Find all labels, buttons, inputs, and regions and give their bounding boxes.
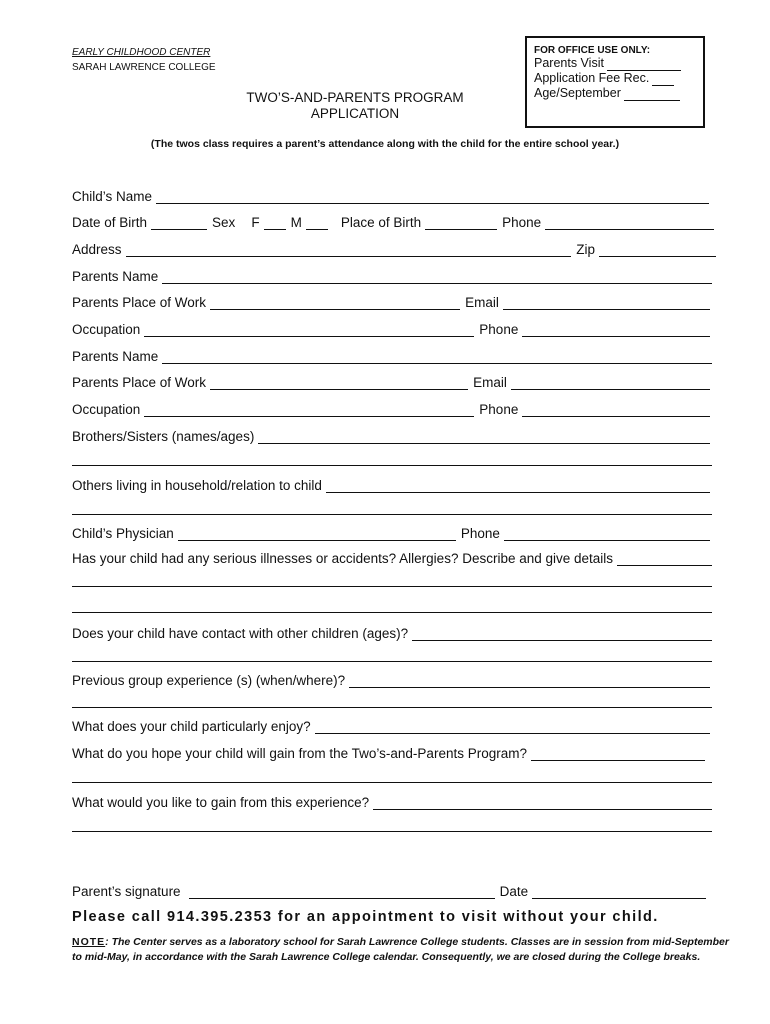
others-living-label: Others living in household/relation to child (72, 478, 322, 493)
call-instruction: Please call 914.395.2353 for an appointment to visit without your child. (72, 909, 659, 925)
child-enjoy-label: What does your child particularly enjoy? (72, 719, 311, 734)
you-gain-extra-line[interactable] (72, 831, 712, 832)
email-label: Email (473, 375, 507, 390)
parents-work-label: Parents Place of Work (72, 375, 207, 390)
you-gain-field[interactable] (373, 795, 712, 810)
signature-label: Parent’s signature (72, 884, 181, 899)
office-field-label: Age/September (534, 86, 621, 100)
others-living-row (72, 475, 710, 493)
place-of-birth-label: Place of Birth (340, 215, 422, 230)
form-title-line1: TWO’S-AND-PARENTS PROGRAM (246, 90, 464, 105)
phone-label: Phone (502, 215, 542, 230)
occupation-label: Occupation (72, 322, 141, 337)
siblings-row (72, 426, 710, 444)
dob-row (72, 212, 714, 230)
address-row (72, 239, 716, 257)
occupation-field-1[interactable] (144, 322, 474, 337)
child-enjoy-field[interactable] (315, 719, 710, 734)
sex-m-label: M (290, 215, 302, 230)
work-row-1 (72, 292, 710, 310)
office-parents-visit-field[interactable] (607, 58, 681, 71)
illnesses-extra-line-1[interactable] (72, 586, 712, 587)
group-experience-field[interactable] (349, 673, 710, 688)
childs-name-row (72, 186, 714, 204)
phone-label: Phone (479, 322, 519, 337)
phone-field-2[interactable] (522, 322, 710, 337)
email-field-1[interactable] (503, 295, 710, 310)
siblings-extra-line[interactable] (72, 465, 712, 466)
address-field[interactable] (126, 242, 572, 257)
hope-gain-extra-line[interactable] (72, 782, 712, 783)
contact-children-field[interactable] (412, 626, 712, 641)
phone-field-3[interactable] (522, 402, 710, 417)
parents-name-label: Parents Name (72, 269, 159, 284)
dob-field[interactable] (151, 215, 207, 230)
phone-label: Phone (460, 526, 500, 541)
office-use-box (525, 36, 705, 128)
parents-work-label: Parents Place of Work (72, 295, 207, 310)
office-app-fee (534, 71, 703, 86)
address-label: Address (72, 242, 122, 257)
sex-f-field[interactable] (264, 215, 286, 230)
email-field-2[interactable] (511, 375, 710, 390)
physician-phone-field[interactable] (504, 526, 710, 541)
office-use-heading: FOR OFFICE USE ONLY: (534, 45, 651, 56)
work-row-2 (72, 372, 710, 390)
signature-field[interactable] (189, 884, 495, 899)
date-label: Date (499, 884, 529, 899)
parents-work-field-1[interactable] (210, 295, 460, 310)
parents-name-row-2 (72, 346, 712, 364)
occupation-row-2 (72, 399, 710, 417)
dob-label: Date of Birth (72, 215, 148, 230)
you-gain-label: What would you like to gain from this experience? (72, 795, 370, 810)
footer-note (72, 935, 732, 965)
child-enjoy-row (72, 716, 710, 734)
note-text: : The Center serves as a laboratory school for Sarah Lawrence College students. Classes are in session from mid-September to mid-May, in accordance with the Sarah Lawrence College calendar. Consequently, we are closed during the College breaks. (72, 936, 729, 963)
email-label: Email (465, 295, 499, 310)
contact-children-label: Does your child have contact with other children (ages)? (72, 626, 409, 641)
parents-work-field-2[interactable] (210, 375, 468, 390)
siblings-label: Brothers/Sisters (names/ages) (72, 429, 255, 444)
siblings-field[interactable] (258, 429, 710, 444)
occupation-row-1 (72, 319, 710, 337)
illnesses-field[interactable] (617, 551, 712, 566)
group-experience-label: Previous group experience (s) (when/where)? (72, 673, 346, 688)
signature-row (72, 881, 706, 899)
office-app-fee-field[interactable] (652, 73, 674, 86)
office-parents-visit (534, 56, 703, 71)
hope-gain-row (72, 743, 705, 761)
others-living-field[interactable] (326, 478, 710, 493)
office-field-label: Application Fee Rec. (534, 71, 650, 85)
attendance-note: (The twos class requires a parent’s attendance along with the child for the entire school year.) (150, 138, 620, 150)
place-of-birth-field[interactable] (425, 215, 497, 230)
physician-row (72, 523, 710, 541)
sex-label: Sex (212, 215, 236, 230)
parents-name-field-1[interactable] (162, 269, 712, 284)
sex-m-field[interactable] (306, 215, 328, 230)
you-gain-row (72, 792, 712, 810)
sex-f-label: F (251, 215, 260, 230)
note-label: NOTE (72, 936, 106, 948)
hope-gain-label: What do you hope your child will gain from the Two’s-and-Parents Program? (72, 746, 527, 761)
physician-field[interactable] (178, 526, 456, 541)
phone-label: Phone (479, 402, 519, 417)
contact-children-row (72, 623, 712, 641)
zip-label: Zip (576, 242, 595, 257)
parents-name-row-1 (72, 266, 712, 284)
others-living-extra-line[interactable] (72, 514, 712, 515)
childs-name-label: Child’s Name (72, 189, 153, 204)
zip-field[interactable] (599, 242, 716, 257)
illnesses-label: Has your child had any serious illnesses or accidents? Allergies? Describe and give details (72, 551, 614, 566)
office-age (534, 86, 703, 101)
org-name-line2: SARAH LAWRENCE COLLEGE (72, 62, 216, 73)
illnesses-extra-line-2[interactable] (72, 612, 712, 613)
org-name-line1: EARLY CHILDHOOD CENTER (72, 47, 211, 58)
office-age-field[interactable] (624, 88, 680, 101)
group-experience-row (72, 670, 710, 688)
form-title-line2: APPLICATION (310, 106, 400, 121)
occupation-field-2[interactable] (144, 402, 474, 417)
childs-name-field[interactable] (156, 189, 709, 204)
hope-gain-field[interactable] (531, 746, 705, 761)
group-experience-extra-line[interactable] (72, 707, 712, 708)
date-field[interactable] (532, 884, 706, 899)
office-field-label: Parents Visit (534, 56, 604, 70)
contact-children-extra-line[interactable] (72, 661, 712, 662)
parents-name-label: Parents Name (72, 349, 159, 364)
occupation-label: Occupation (72, 402, 141, 417)
parents-name-field-2[interactable] (162, 349, 712, 364)
physician-label: Child’s Physician (72, 526, 174, 541)
illnesses-row (72, 548, 712, 566)
phone-field[interactable] (545, 215, 714, 230)
